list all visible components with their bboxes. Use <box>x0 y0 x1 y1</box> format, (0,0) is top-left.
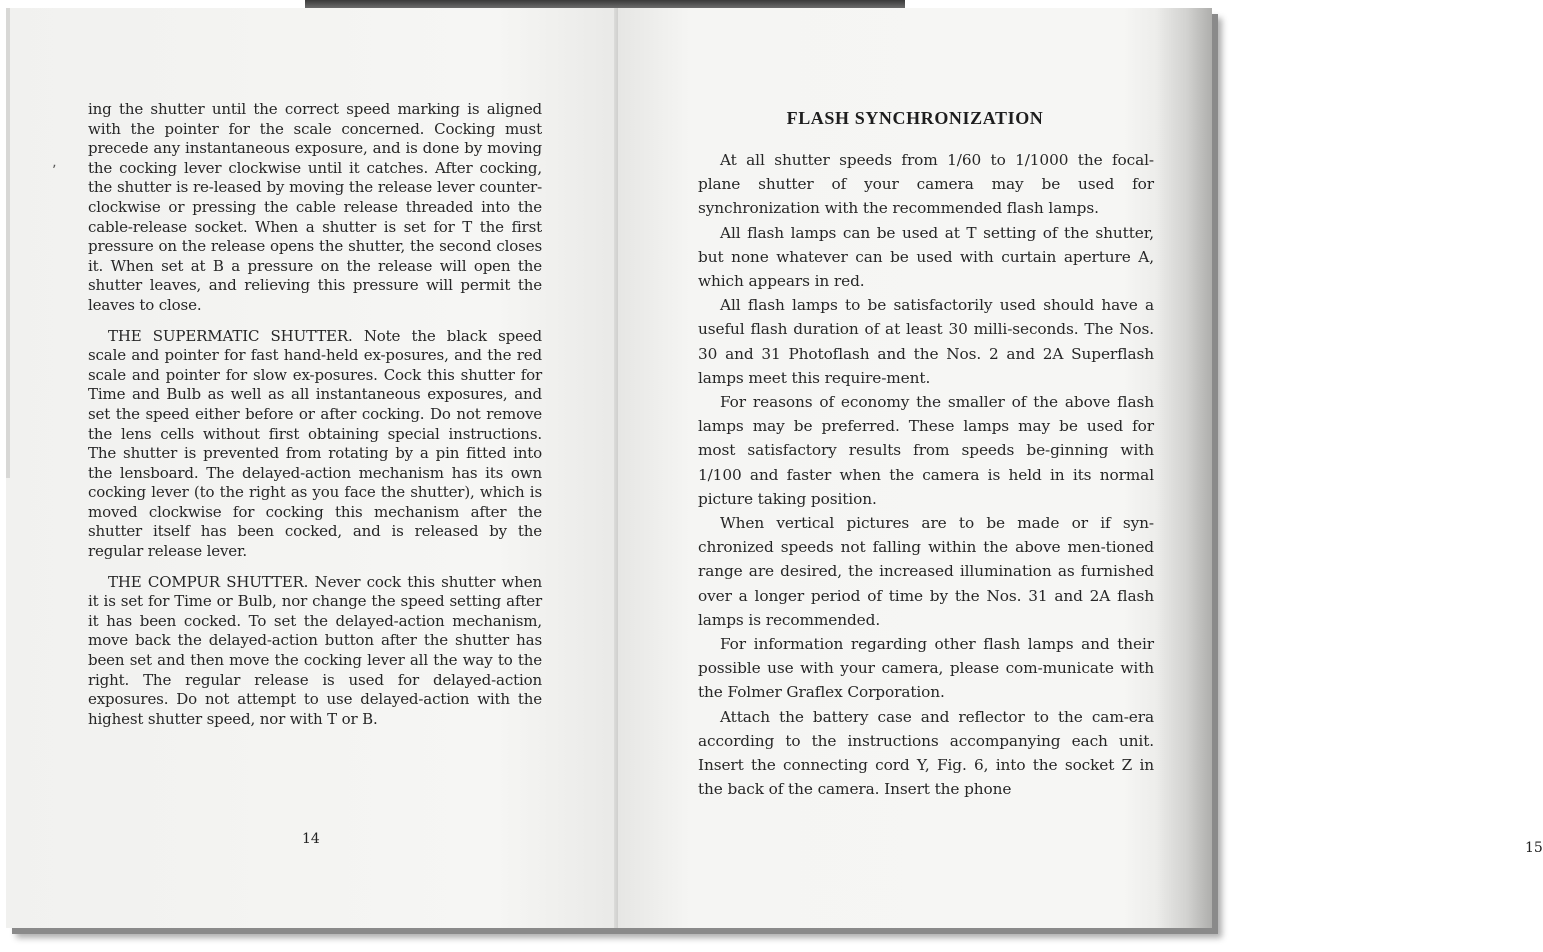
left-paragraph-supermatic: THE SUPERMATIC SHUTTER. Note the black speed scale and pointer for fast hand-held ex-posures, and the red scale and pointer for slow ex-posures. Cock this shutter for Time and Bulb as well as all instantaneous exposures, and set the speed either before or after cocking. Do not remove the lens cells without first obtaining special instructions. The shutter is prevented from rotating by a pin fitted into the lensboard. The delayed-action mechanism has its own cocking lever (to the right as you face the shutter), which is moved clockwise for cocking this mechanism after the shutter itself has been cocked, and is released by the regular release lever. <box>88 326 542 561</box>
right-page-edge-shadow <box>1156 8 1212 928</box>
page-number-right: 15 <box>1525 840 1543 856</box>
right-paragraph-4: For reasons of economy the smaller of the above flash lamps may be preferred. These lamps may be used for most satisfactory results from speeds be-ginning with 1/100 and faster when the camera is held in its normal picture taking position. <box>698 393 1154 508</box>
page-number-left: 14 <box>302 831 320 847</box>
right-paragraph-1: At all shutter speeds from 1/60 to 1/1000 the focal-plane shutter of your camera may be used for synchronization with the recommended flash lamps. <box>698 151 1154 218</box>
right-paragraph-7: Attach the battery case and reflector to the cam-era according to the instructions accompanying each unit. Insert the connecting cord Y, Fig. 6, into the socket Z in the back of the camera. Insert the phone <box>698 707 1154 799</box>
left-paragraph-1: ing the shutter until the correct speed marking is aligned with the pointer for the scale concerned. Cocking must precede any instantaneous exposure, and is done by moving the cocking lever clockwise until it catches. After cocking, the shutter is re-leased by moving the release lever counter-clockwise or pressing the cable release threaded into the cable-release socket. When a shutter is set for T the first pressure on the release opens the shutter, the second closes it. When set at B a pressure on the release will open the shutter leaves, and relieving this pressure will permit the leaves to close. <box>88 100 542 314</box>
right-paragraph-5: When vertical pictures are to be made or if syn-chronized speeds not falling within the above men-tioned range are desired, the increased illumination as furnished over a longer period of time by the Nos. 31 and 2A flash lamps is recommended. <box>698 514 1154 629</box>
right-paragraph-6: For information regarding other flash lamps and their possible use with your camera, please com-municate with the Folmer Graflex Corporation. <box>698 635 1154 702</box>
left-page-body <box>88 100 542 729</box>
scan-speck-mark: ʼ <box>52 163 57 179</box>
right-page-body <box>698 148 1154 801</box>
open-booklet <box>6 8 1543 928</box>
section-heading: FLASH SYNCHRONIZATION <box>786 108 1044 128</box>
left-paragraph-compur: THE COMPUR SHUTTER. Never cock this shutter when it is set for Time or Bulb, nor change the speed setting after it has been cocked. To set the delayed-action mechanism, move back the delayed-action button after the shutter has been set and then move the cocking lever all the way to the right. The regular release is used for delayed-action exposures. Do not attempt to use delayed-action with the highest shutter speed, nor with T or B. <box>88 572 542 728</box>
right-paragraph-3: All flash lamps to be satisfactorily used should have a useful flash duration of at least 30 milli-seconds. The Nos. 30 and 31 Photoflash and the Nos. 2 and 2A Superflash lamps meet this require-ment. <box>698 296 1154 387</box>
left-page-edge <box>6 8 10 478</box>
right-paragraph-2: All flash lamps can be used at T setting of the shutter, but none whatever can be used with curtain aperture A, which appears in red. <box>698 223 1154 291</box>
right-page <box>618 8 1543 928</box>
left-page <box>6 8 618 928</box>
